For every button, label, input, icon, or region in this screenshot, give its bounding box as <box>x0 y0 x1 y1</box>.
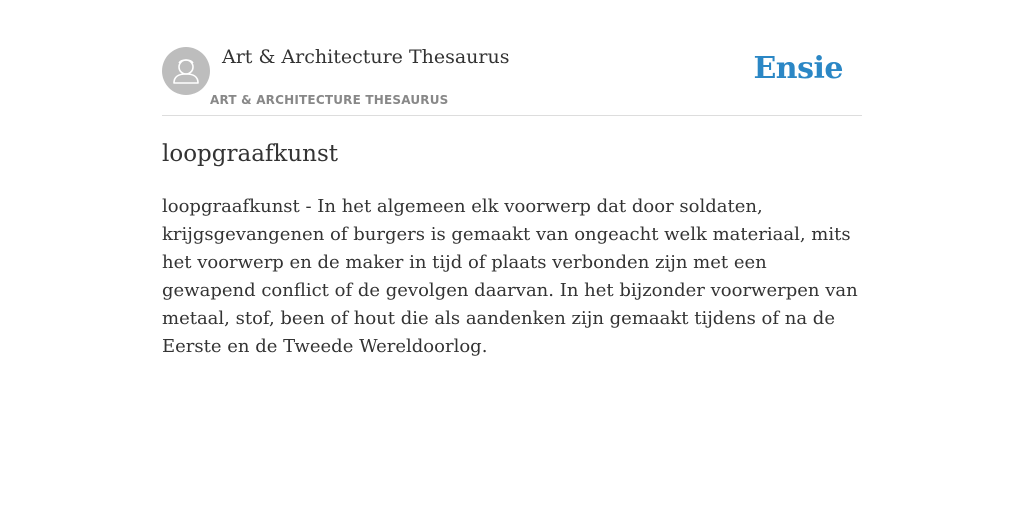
user-silhouette-icon <box>162 47 210 95</box>
entry-definition: loopgraafkunst - In het algemeen elk voorwerp dat door soldaten, krijgsgevangenen of burgers is gemaakt van ongeacht welk materiaal, mits het voorwerp en de maker in tijd of plaats verbonden zijn met een gewapend conflict of de gevolgen daarvan. In het bijzonder voorwerpen van metaal, stof, been of hout die als aandenken zijn gemaakt tijdens of na de Eerste en de Tweede Wereldoorlog. <box>162 196 858 357</box>
author-name[interactable]: Art & Architecture Thesaurus <box>222 46 510 68</box>
brand-logo[interactable]: Ensie <box>753 51 843 86</box>
header <box>162 0 862 116</box>
avatar[interactable] <box>162 47 210 95</box>
entry-title: loopgraafkunst <box>162 141 339 167</box>
source-label[interactable]: ART & ARCHITECTURE THESAURUS <box>210 93 449 107</box>
